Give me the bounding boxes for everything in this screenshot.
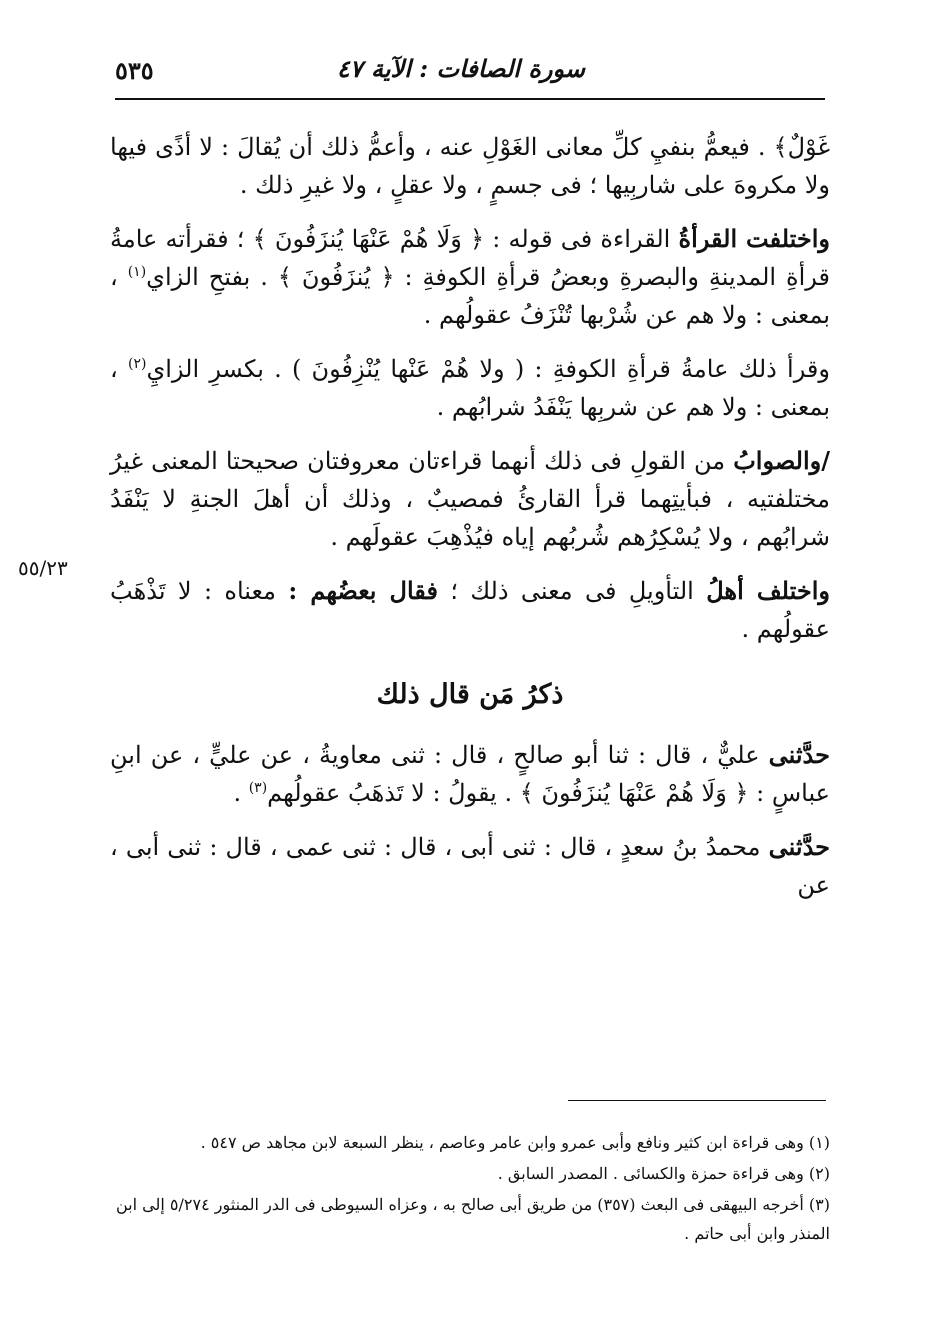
footnote-ref-2: (٢) xyxy=(127,356,147,372)
paragraph-5-text: التأويلِ فى معنى ذلك ؛ xyxy=(450,577,694,605)
header-rule xyxy=(115,98,825,100)
paragraph-3-tail: ، بمعنى : ولا هم عن شربِها يَنْفَدُ شرابُهم . xyxy=(110,355,830,421)
paragraph-2-tail: ، بمعنى : ولا هم عن شُرْبها تُنْزَفُ عقولُهم . xyxy=(110,263,830,329)
hadith-lead: حدَّثنى xyxy=(768,740,830,769)
footnote-2: (٢) وهى قراءة حمزة والكسائى . المصدر السابق . xyxy=(497,1164,830,1183)
hadith-2 xyxy=(110,828,830,904)
paragraph-3 xyxy=(110,350,830,426)
paragraph-4 xyxy=(110,442,830,556)
hadith-1-tail: . xyxy=(233,779,249,807)
running-header xyxy=(115,52,825,92)
paragraph-3-text: وقرأ ذلك عامةُ قرأةِ الكوفةِ : ( ولا هُمْ عَنْها يُنْزِفُونَ ) . بكسرِ الزايِ xyxy=(146,355,830,383)
running-title: سورة الصافات : الآية ٤٧ xyxy=(336,54,585,83)
hadith-lead: حدَّثنى xyxy=(768,832,830,861)
footnote-ref-1: (١) xyxy=(127,264,147,280)
paragraph-4-text: من القولِ فى ذلك أنهما قراءتان معروفتان صحيحتا المعنى غيرُ مختلفتيه ، فبأيتِهما قرأ القارئُ فمصيبٌ ، وذلك أن أهلَ الجنةِ لا يَنْفَدُ شرابُهم ، ولا يُسْكِرُهم شُربُهم إياه فيُذْهِبَ عقولَهم . xyxy=(110,447,830,551)
paragraph-2-text: القراءة فى قوله : ﴿ وَلَا هُمْ عَنْهَا يُنزَفُونَ ﴾ ؛ فقرأته عامةُ قرأةِ المدينةِ والبصرةِ وبعضُ قرأةِ الكوفةِ : ﴿ يُنزَفُونَ ﴾ . بفتحِ الزاي xyxy=(110,225,830,291)
margin-note: ٥٥/٢٣ xyxy=(18,556,68,580)
paragraph-5 xyxy=(110,572,830,648)
paragraph-1: غَوْلٌ﴾ . فيعمُّ بنفيِ كلِّ معانى الغَوْلِ عنه ، وأعمُّ ذلك أن يُقالَ : لا أذًى فيها ولا مكروهَ على شاربِيها ؛ فى جسمٍ ، ولا عقلٍ ، ولا غيرِ ذلك . xyxy=(110,133,830,199)
bold-lead: واختلفت القرأةُ xyxy=(678,224,830,253)
hadith-1 xyxy=(110,736,830,812)
main-text xyxy=(110,128,830,920)
footnote-1: (١) وهى قراءة ابن كثير ونافع وأبى عمرو وابن عامر وعاصم ، ينظر السبعة لابن مجاهد ص ٥٤٧ . xyxy=(200,1133,830,1152)
bold-lead: واختلف أهلُ xyxy=(706,576,830,605)
bold-lead: /والصوابُ xyxy=(733,446,830,475)
footnote-rule xyxy=(568,1100,826,1101)
page-number: ٥٣٥ xyxy=(115,56,154,85)
hadith-1-text: عليٌّ ، قال : ثنا أبو صالحٍ ، قال : ثنى معاويةُ ، عن عليٍّ ، عن ابنِ عباسٍ : ﴿ وَلَا هُمْ عَنْهَا يُنزَفُونَ ﴾ . يقولُ : لا تَذهَبُ عقولُهم xyxy=(110,741,830,807)
bold-mid: فقال بعضُهم : xyxy=(288,576,438,605)
section-heading: ذكرُ مَن قال ذلك xyxy=(376,679,564,710)
footnote-3: (٣) أخرجه البيهقى فى البعث (٣٥٧) من طريق أبى صالح به ، وعزاه السيوطى فى الدر المنثور ٥/٢٧٤ إلى ابن المنذر وابن أبى حاتم . xyxy=(116,1195,830,1243)
footnotes xyxy=(110,1128,830,1250)
footnote-ref-3: (٣) xyxy=(248,780,268,796)
paragraph-5-tail: معناه : لا تَذْهَبُ عقولُهم . xyxy=(110,577,830,643)
paragraph-2 xyxy=(110,220,830,334)
hadith-2-text: محمدُ بنُ سعدٍ ، قال : ثنى أبى ، قال : ثنى عمى ، قال : ثنى أبى ، عن xyxy=(110,833,830,899)
